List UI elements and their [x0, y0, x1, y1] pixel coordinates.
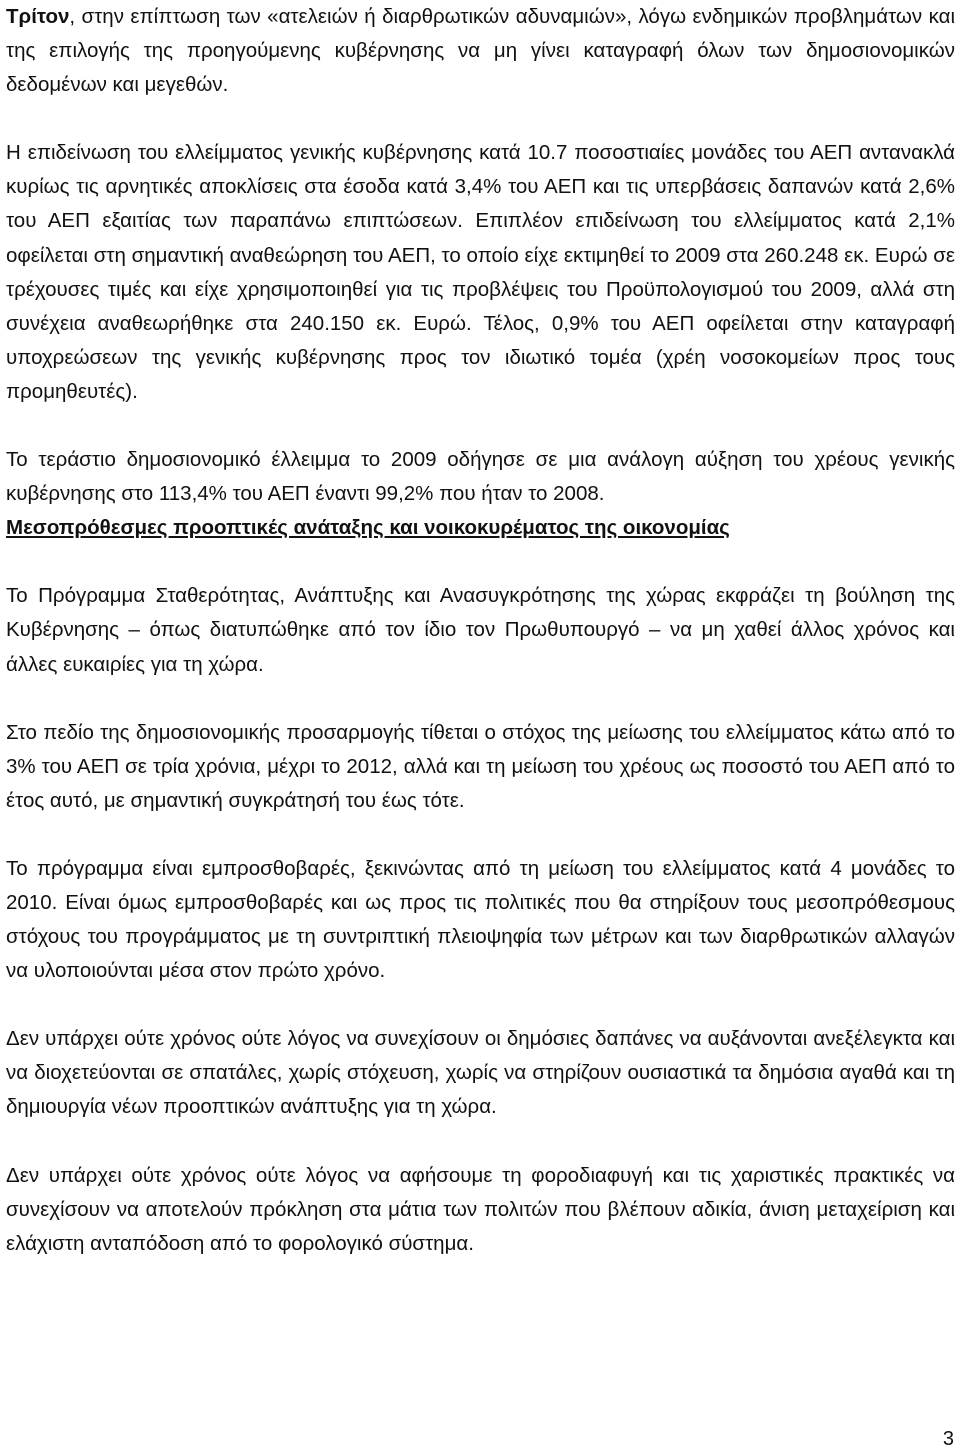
paragraph-text: , στην επίπτωση των «ατελειών ή διαρθρωτικών αδυναμιών», λόγω ενδημικών προβλημάτων και της επιλογής της προηγούμενης κυβέρνησης να μη γίνει καταγραφή όλων των δημοσιονομικών δεδομένων και μεγεθών.	[6, 5, 955, 97]
paragraph-lead-word: Τρίτον	[6, 5, 70, 28]
paragraph-fiscal-target: Στο πεδίο της δημοσιονομικής προσαρμογής τίθεται ο στόχος της μείωσης του ελλείμματος κάτω από το 3% του ΑΕΠ σε τρία χρόνια, μέχρι το 2012, αλλά και τη μείωση του χρέους ως ποσοστό του ΑΕΠ από το έτος αυτό, με σημαντική συγκράτησή του έως τότε.	[6, 720, 955, 812]
section-heading: Μεσοπρόθεσμες προοπτικές ανάταξης και νοικοκυρέματος της οικονομίας	[6, 516, 730, 540]
paragraph-deficit-deterioration: Η επιδείνωση του ελλείμματος γενικής κυβέρνησης κατά 10.7 ποσοστιαίες μονάδες του ΑΕΠ αντανακλά κυρίως τις αρνητικές αποκλίσεις στα έσοδα κατά 3,4% του ΑΕΠ και τις υπερβάσεις δαπανών κατά 2,6% του ΑΕΠ εξαιτίας των παραπάνω επιπτώσεων. Επιπλέον επιδείνωση του ελλείμματος κατά 2,1% οφείλεται στη σημαντική αναθεώρηση του ΑΕΠ, το οποίο είχε εκτιμηθεί το 2009 στα 260.248 εκ. Ευρώ σε τρέχουσες τιμές και είχε χρησιμοποιηθεί για τις προβλέψεις του Προϋπολογισμού του 2009, αλλά στη συνέχεια αναθεωρήθηκε στα 240.150 εκ. Ευρώ. Τέλος, 0,9% του ΑΕΠ οφείλεται στην καταγραφή υποχρεώσεων της γενικής κυβέρνησης προς τον ιδιωτικό τομέα (χρέη νοσοκομείων προς τους προμηθευτές).	[6, 141, 955, 403]
paragraph-public-spending: Δεν υπάρχει ούτε χρόνος ούτε λόγος να συνεχίσουν οι δημόσιες δαπάνες να αυξάνονται ανεξέλεγκτα και να διοχετεύονται σε σπατάλες, χωρίς στόχευση, χωρίς να στηρίζουν ουσιαστικά τα δημόσια αγαθά και τη δημιουργία νέων προοπτικών ανάπτυξης για τη χώρα.	[6, 1027, 955, 1119]
paragraph-front-loaded: Το πρόγραμμα είναι εμπροσθοβαρές, ξεκινώντας από τη μείωση του ελλείμματος κατά 4 μονάδες το 2010. Είναι όμως εμπροσθοβαρές και ως προς τις πολιτικές που θα στηρίξουν τους μεσοπρόθεσμους στόχους του προγράμματος με τη συντριπτική πλειοψηφία των μέτρων και των διαρθρωτικών αλλαγών να υλοποιούνται μέσα στον πρώτο χρόνο.	[6, 856, 955, 983]
paragraph-third-point	[6, 0, 955, 102]
paragraph-tax-evasion: Δεν υπάρχει ούτε χρόνος ούτε λόγος να αφήσουμε τη φοροδιαφυγή και τις χαριστικές πρακτικές να συνεχίσουν να αποτελούν πρόκληση στα μάτια των πολιτών που βλέπουν αδικία, άνιση μεταχείριση και ελάχιστη ανταπόδοση από το φορολογικό σύστημα.	[6, 1163, 955, 1255]
page-number: 3	[942, 1427, 954, 1450]
paragraph-stability-programme: Το Πρόγραμμα Σταθερότητας, Ανάπτυξης και Ανασυγκρότησης της χώρας εκφράζει τη βούληση της Κυβέρνησης – όπως διατυπώθηκε από τον ίδιο τον Πρωθυπουργό – να μη χαθεί άλλος χρόνος και άλλες ευκαιρίες για τη χώρα.	[6, 584, 955, 676]
paragraph-debt-increase: Το τεράστιο δημοσιονομικό έλλειμμα το 2009 οδήγησε σε μια ανάλογη αύξηση του χρέους γενικής κυβέρνησης στο 113,4% του ΑΕΠ έναντι 99,2% που ήταν το 2008.	[6, 448, 955, 506]
